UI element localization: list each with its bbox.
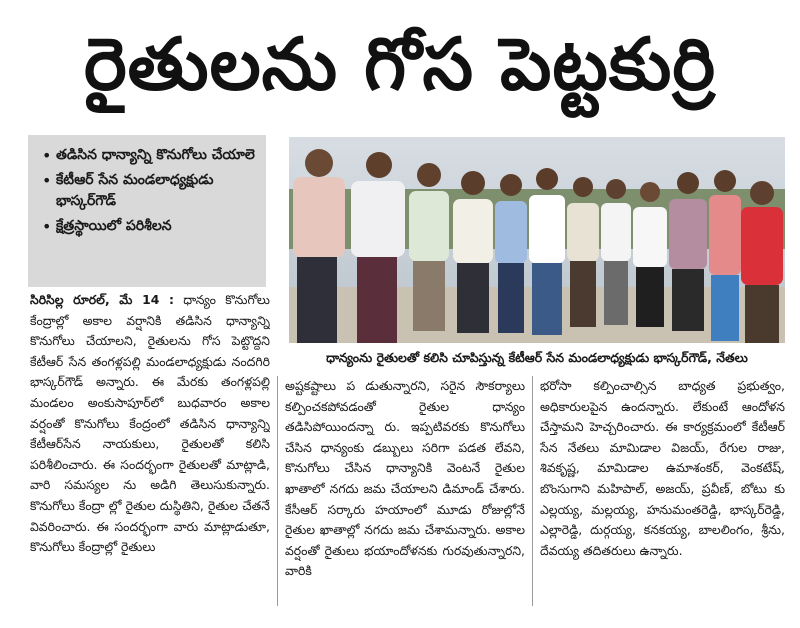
bullet-icon: • (42, 146, 52, 165)
article-column-1 (30, 290, 270, 606)
photo-caption: ధాన్యంను రైతులతో కలిసి చూపిస్తున్న కేటీఆర్ సేన మండలాధ్యక్షుడు భాస్కర్‌గౌడ్, నేతలు (326, 350, 748, 365)
headline: రైతులను గోస పెట్టకుర్రి (83, 22, 717, 106)
news-photo (289, 137, 785, 343)
highlight-text: తడిసిన ధాన్యాన్ని కొనుగోలు చేయాలె (56, 147, 255, 163)
article-column-2 (285, 376, 525, 606)
highlight-item (42, 216, 256, 237)
highlights-box (28, 135, 266, 287)
highlight-item (42, 170, 256, 212)
column-divider (532, 376, 533, 606)
article-text: అష్టకష్టాలు ప డుతున్నారని, సరైన సౌకర్యాలు కల్పించకపోవడంతో రైతుల ధాన్యం తడిసిపోయిందన్నా రు. ఇప్పటివరకు కొనుగోలు చేసిన ధాన్యంకు డబ్బులు సరిగా పడత లేవని, కొనుగోలు చేసిన ధాన్యానికి వెంటనే రైతుల ఖాతాలో నగదు జమ చేయాలని డిమాండ్ చేశారు. కేసీఆర్ సర్కారు హయాంలో మూడు రోజుల్లోనే రైతుల ఖాతాల్లో నగదు జమ చేశామన్నారు. అకాల వర్షంతో రైతులు భయాందోళనకు గురవుతున్నారని, వారికి (285, 378, 525, 579)
article-text: భరోసా కల్పించాల్సిన బాధ్యత ప్రభుత్వం, అధికారులపైన ఉందన్నారు. లేకుంటే ఆందోళన చేస్తామని హెచ్చరించారు. ఈ కార్యక్రమంలో కేటీఆర్ సేన నేతలు మామిడాల విజయ్, రేగుల రాజు, శివకృష్ణ, మామిడాల ఉమాశంకర్, వెంకటేష్, బొంసుగాని మహిపాల్, అజయ్, ప్రవీణ్, బోటు కు ఎల్లయ్య, మల్లయ్య, హనుమంతరెడ్డి, భాస్కర్‌రెడ్డి, ఎల్లారెడ్డి, దుర్గయ్య, కనకయ్య, బాలలింగం, శ్రీను, దేవయ్య తదితరులు ఉన్నారు. (540, 378, 785, 558)
highlight-text: క్షేత్రస్థాయిలో పరిశీలన (56, 218, 172, 234)
bullet-icon: • (42, 217, 52, 236)
highlight-item (42, 145, 256, 166)
group-photo-illustration (289, 137, 785, 343)
column-divider (277, 376, 278, 606)
article-column-3 (540, 376, 785, 606)
dateline: సిరిసిల్ల రూరల్, మే 14 : (30, 292, 174, 307)
article-text: ధాన్యం కొనుగోలు కేంద్రాల్లో అకాల వర్షానికి తడిసిన ధాన్యాన్ని కొనుగోలు చేయాలని, రైతులను గోస పెట్టొద్దని కేటీఆర్ సేన తంగళ్లపల్లి మండలాధ్యక్షుడు నందగిరి భాస్కర్‌గౌడ్ అన్నారు. ఈ మేరకు తంగళ్లపల్లి మండలం అంకుసాపూర్‌లో బుధవారం అకాల వర్షంతో కొనుగోలు కేంద్రంలో తడిసిన ధాన్యాన్ని కేటీఆర్‌సేన నాయకులు, రైతులతో కలిసి పరిశీలించారు. ఈ సందర్భంగా రైతులతో మాట్లాడి, వారి సమస్యల ను అడిగి తెలుసుకున్నారు. కొనుగోలు కేంద్రా ల్లో రైతుల దుస్థితిని, రైతుల చేతనే వివరించారు. ఈ సందర్భంగా వారు మాట్లాడుతూ, కొనుగోలు కేంద్రాల్లో రైతులు (30, 292, 270, 555)
highlight-text: కేటీఆర్ సేన మండలాధ్యక్షుడు భాస్కర్‌గౌడ్ (56, 172, 214, 209)
bullet-icon: • (42, 171, 52, 190)
